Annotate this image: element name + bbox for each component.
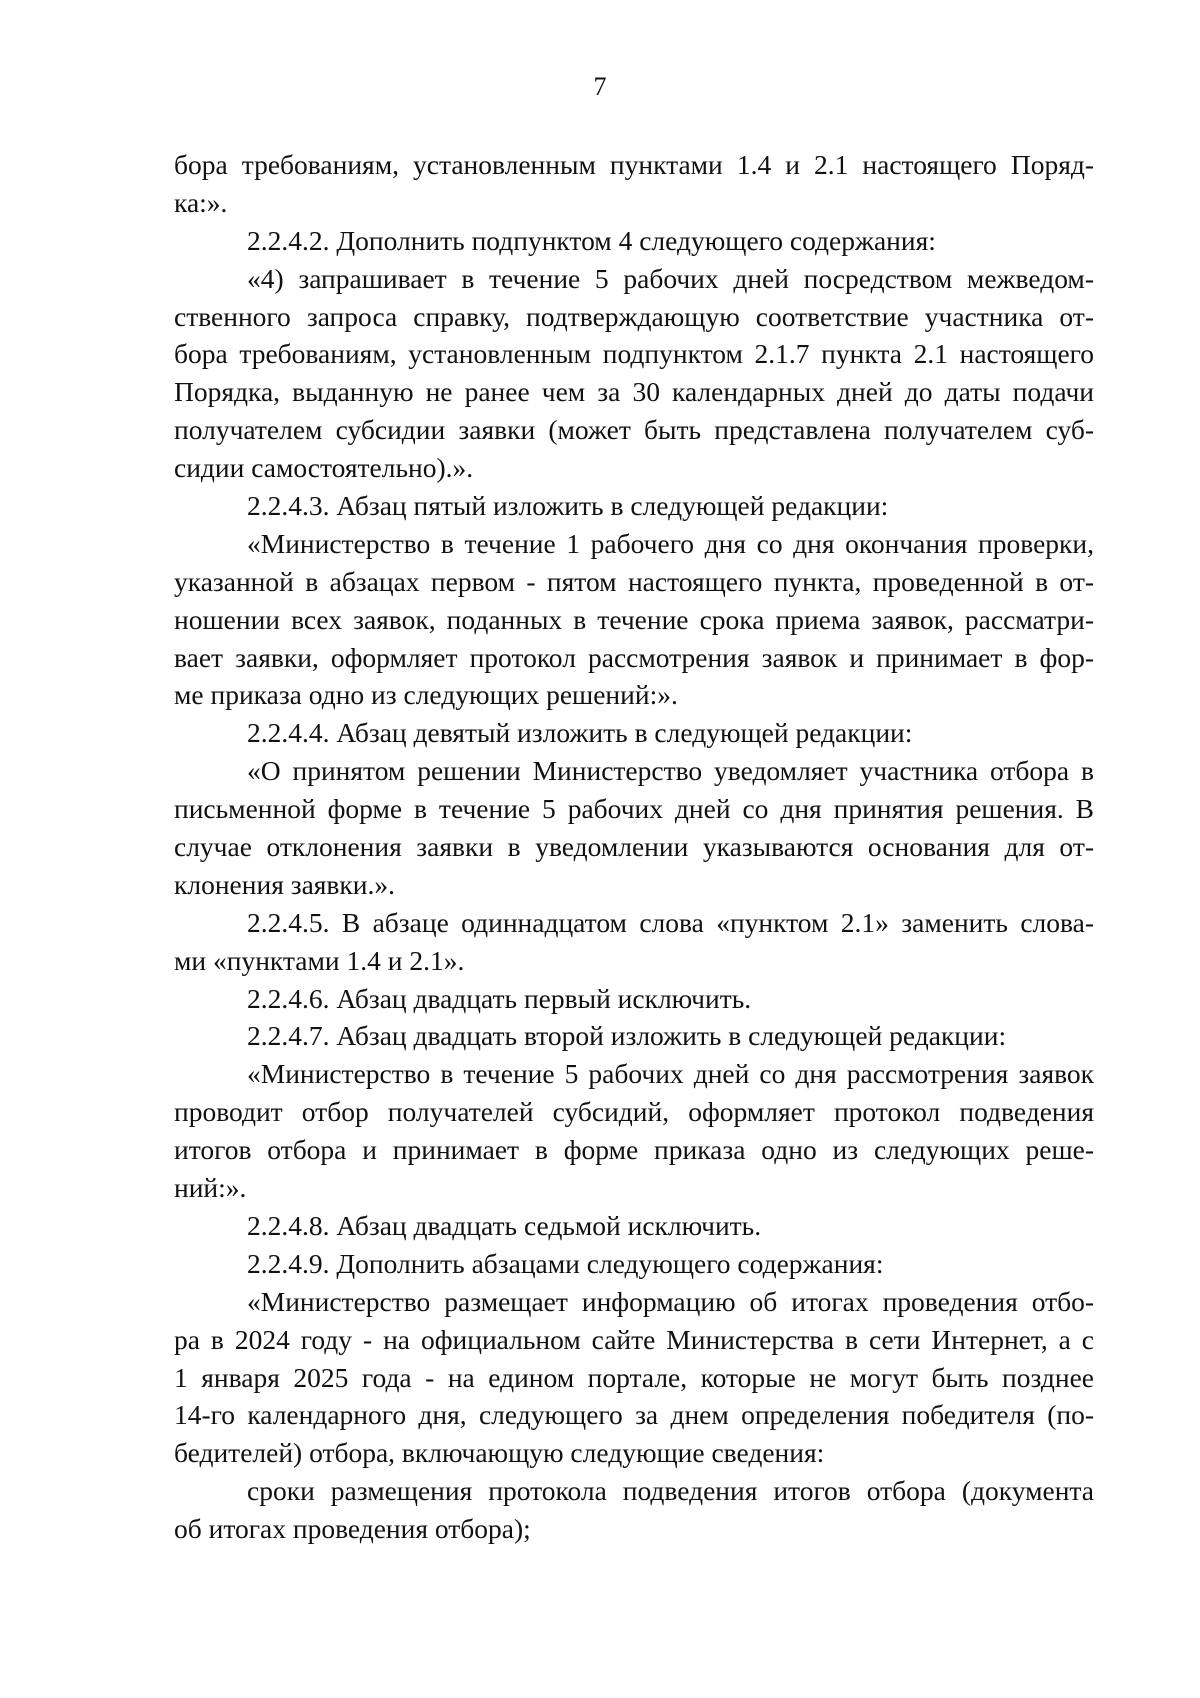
text-line: ка:». [174,186,228,218]
text-line: получателем субсидии заявки (может быть представлена получателем суб- [174,414,1094,446]
text-line: клонения заявки.». [174,868,395,900]
paragraph-heading: 2.2.4.9. Дополнить абзацами следующего содержания: [247,1247,884,1279]
text-line: 14-го календарного дня, следующего за днем определения победителя (по- [174,1399,1094,1431]
page-number: 7 [593,72,607,101]
text-line: сроки размещения протокола подведения итогов отбора (документа [247,1475,1094,1507]
paragraph-heading: 2.2.4.4. Абзац девятый изложить в следующей редакции: [247,717,913,749]
text-line: письменной форме в течение 5 рабочих дней со дня принятия решения. В [174,793,1094,825]
text-line: об итогах проведения отбора); [174,1513,531,1545]
text-line: бора требованиям, установленным подпунктом 2.1.7 пункта 2.1 настоящего [174,338,1094,370]
text-line: «О принятом решении Министерство уведомляет участника отбора в [247,755,1094,787]
text-line: 1 января 2025 года - на едином портале, которые не могут быть позднее [174,1361,1094,1393]
text-line: проводит отбор получателей субсидий, оформляет протокол подведения [174,1096,1094,1128]
paragraph-heading: 2.2.4.3. Абзац пятый изложить в следующей редакции: [247,490,889,522]
text-line: бедителей) отбора, включающую следующие сведения: [174,1437,825,1469]
text-line: ний:». [174,1172,247,1204]
text-line: бора требованиям, установленным пунктами 1.4 и 2.1 настоящего Поряд- [174,149,1094,180]
text-line: «Министерство в течение 1 рабочего дня со дня окончания проверки, [247,527,1094,559]
paragraph-heading: 2.2.4.5. В абзаце одиннадцатом слова «пунктом 2.1» заменить слова- [247,906,1094,938]
text-line: ми «пунктами 1.4 и 2.1». [174,944,465,976]
text-line: «4) запрашивает в течение 5 рабочих дней посредством межведом- [247,262,1094,294]
text-line: случае отклонения заявки в уведомлении указываются основания для от- [174,831,1094,863]
text-line: сидии самостоятельно).». [174,452,474,484]
paragraph-heading: 2.2.4.8. Абзац двадцать седьмой исключить. [247,1209,762,1241]
text-line: ра в 2024 году - на официальном сайте Министерства в сети Интернет, а с [174,1323,1094,1355]
text-line: Порядка, выданную не ранее чем за 30 календарных дней до даты подачи [174,376,1094,408]
text-line: «Министерство в течение 5 рабочих дней со дня рассмотрения заявок [247,1058,1094,1090]
text-line: ме приказа одно из следующих решений:». [174,679,678,711]
text-line: указанной в абзацах первом - пятом настоящего пункта, проведенной в от- [174,565,1094,597]
paragraph-heading: 2.2.4.2. Дополнить подпунктом 4 следующего содержания: [247,224,936,256]
paragraph-heading: 2.2.4.7. Абзац двадцать второй изложить в следующей редакции: [247,1020,1007,1052]
text-line: ношении всех заявок, поданных в течение срока приема заявок, рассматри- [174,603,1094,635]
text-line: ственного запроса справку, подтверждающую соответствие участника от- [174,300,1094,332]
text-line: «Министерство размещает информацию об итогах проведения отбо- [247,1285,1094,1317]
paragraph-heading: 2.2.4.6. Абзац двадцать первый исключить. [247,982,752,1014]
text-line: итогов отбора и принимает в форме приказа одно из следующих реше- [174,1134,1094,1166]
text-line: вает заявки, оформляет протокол рассмотрения заявок и принимает в фор- [174,641,1094,673]
document-body [174,146,1094,1548]
